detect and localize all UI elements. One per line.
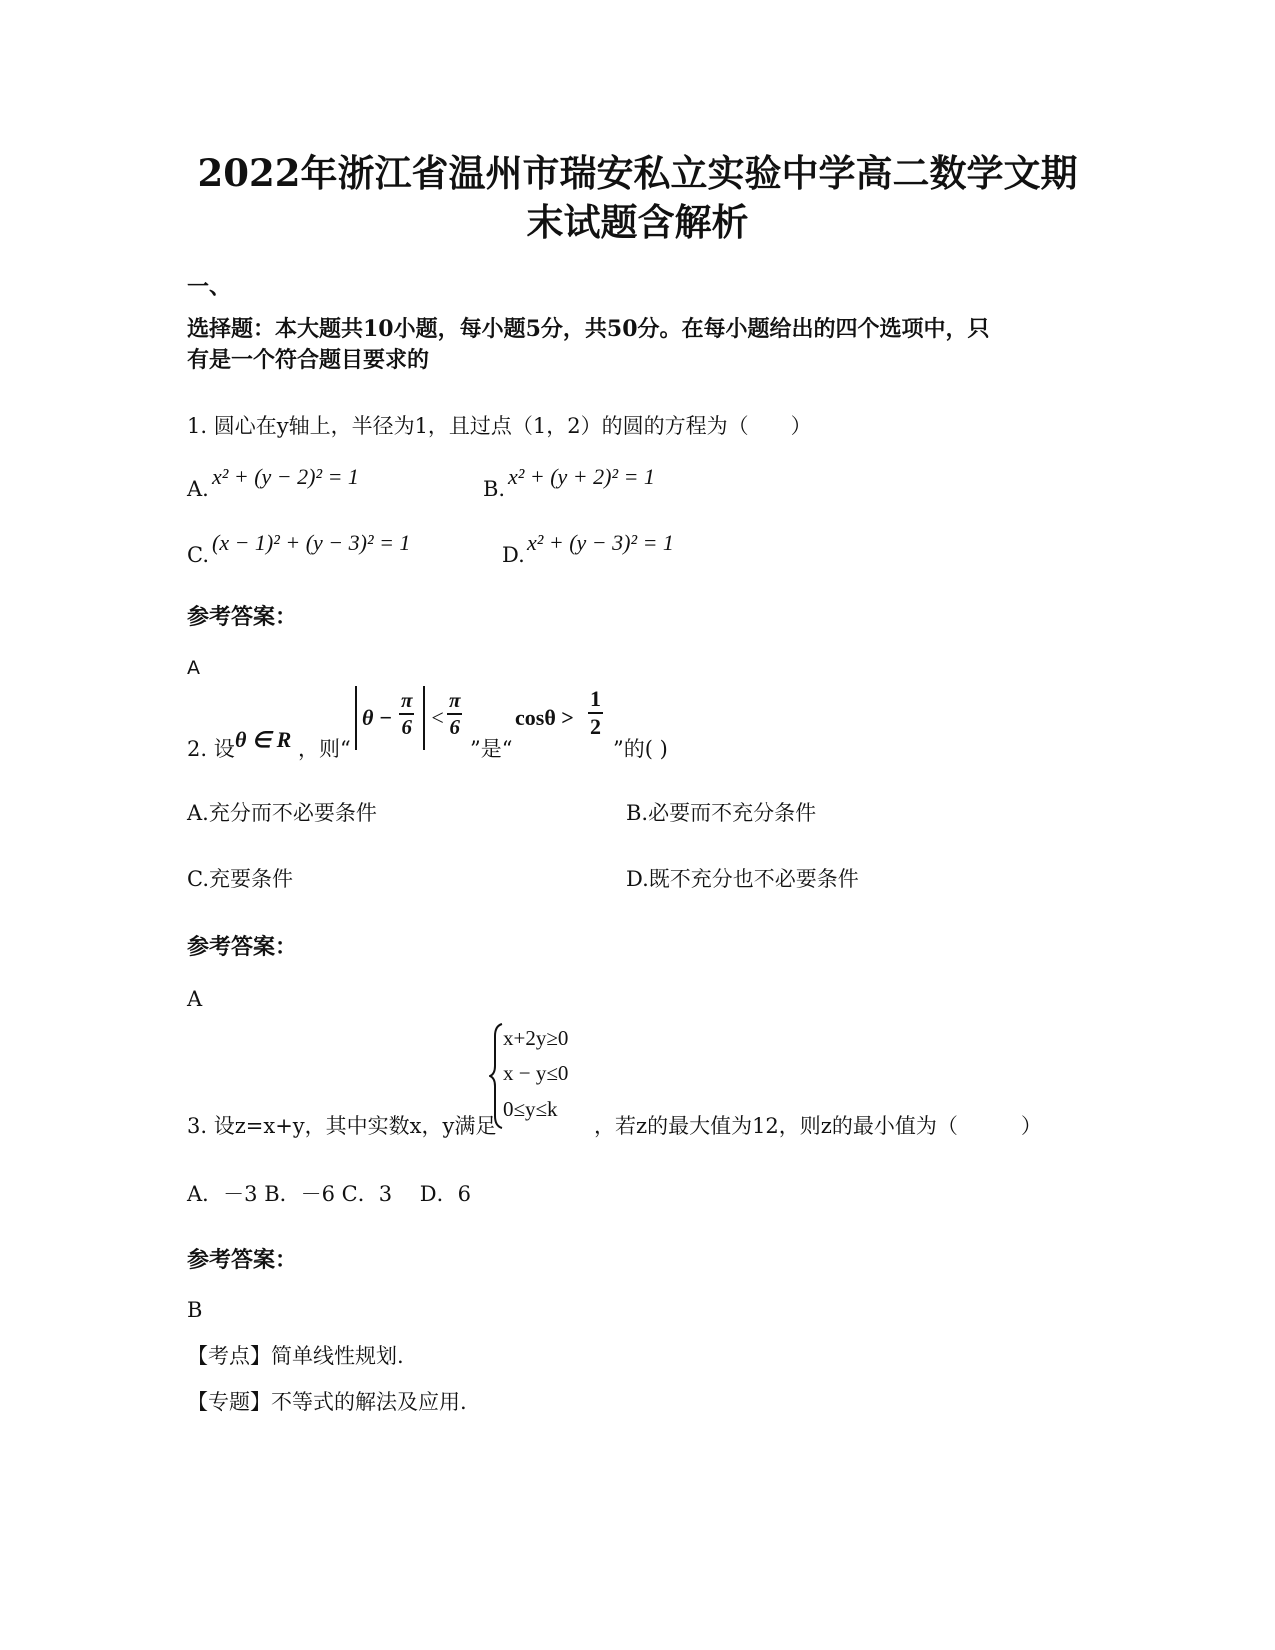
q3-kaodian: 【考点】简单线性规划. [187, 1344, 404, 1368]
q3-options: A．－3 B．－6 C．3 D．6 [187, 1182, 471, 1206]
q1-answer-heading: 参考答案： [187, 604, 298, 630]
q2-less-than: < [430, 705, 445, 730]
fraction-denominator: 2 [590, 714, 601, 739]
q3-prefix: 3. 设z=x+y，其中实数x，y满足 [187, 1114, 497, 1138]
q1-option-c-label: C. [187, 543, 209, 567]
q1-option-a-label: A. [187, 477, 209, 501]
q2-option-a: A.充分而不必要条件 [187, 801, 377, 825]
q1-stem: 1. 圆心在y轴上，半径为1，且过点（1，2）的圆的方程为（ ） [187, 414, 812, 438]
q3-answer: B [187, 1298, 203, 1322]
q1-option-b: x² + (y + 2)² = 1 [508, 464, 655, 489]
q2-answer: A [187, 987, 203, 1011]
q3-constraint-3: 0≤y≤k [503, 1097, 558, 1121]
q3-answer-heading: 参考答案： [187, 1247, 298, 1273]
q3-constraint-1: x+2y≥0 [503, 1026, 569, 1050]
section-desc-line2: 有是一个符合题目要求的 [187, 347, 430, 373]
q1-answer: A [187, 657, 200, 679]
q1-option-d-label: D. [502, 543, 525, 567]
q2-abs-left: θ − [362, 705, 393, 730]
q3-constraint-system [489, 1022, 599, 1132]
abs-bar-right [423, 686, 425, 750]
q2-option-d: D.既不充分也不必要条件 [626, 867, 859, 891]
q2-option-c: C.充要条件 [187, 867, 293, 891]
q1-option-d: x² + (y − 3)² = 1 [527, 530, 674, 555]
q3-zhuanti: 【专题】不等式的解法及应用. [187, 1390, 467, 1414]
q2-condition: θ ∈ R [235, 727, 292, 752]
q2-fraction-1-2 [588, 686, 603, 740]
page-title-line2: 末试题含解析 [526, 200, 749, 244]
section-number: 一、 [187, 274, 232, 300]
fraction-numerator: π [399, 688, 414, 715]
q2-fraction-pi-6-b [447, 688, 462, 740]
q2-fraction-pi-6-a [399, 688, 414, 740]
q2-abs-inequality [355, 686, 480, 750]
fraction-denominator: 6 [449, 715, 460, 739]
q3-suffix: ，若z的最大值为12，则z的最小值为（ ） [594, 1114, 1042, 1138]
section-desc-line1: 选择题：本大题共10小题，每小题5分，共50分。在每小题给出的四个选项中，只 [187, 316, 990, 342]
q3-constraint-2: x − y≤0 [503, 1061, 569, 1085]
fraction-numerator: π [447, 688, 462, 715]
abs-bar-left [355, 686, 357, 750]
page-title-line1: 2022年浙江省温州市瑞安私立实验中学高二数学文期 [197, 151, 1078, 195]
q2-mid2: ”是“ [470, 737, 513, 761]
q2-prefix: 2. 设 [187, 737, 235, 761]
q1-option-b-label: B. [483, 477, 506, 501]
fraction-numerator: 1 [588, 686, 603, 714]
q2-cos-expression: cosθ > [515, 705, 574, 730]
q2-suffix: ”的( ) [613, 737, 668, 761]
q2-mid1: ，则“ [298, 737, 351, 761]
q2-option-b: B.必要而不充分条件 [626, 801, 817, 825]
q1-option-c: (x − 1)² + (y − 3)² = 1 [212, 530, 411, 555]
q2-answer-heading: 参考答案： [187, 934, 298, 960]
q1-option-a: x² + (y − 2)² = 1 [212, 464, 359, 489]
fraction-denominator: 6 [401, 715, 412, 739]
